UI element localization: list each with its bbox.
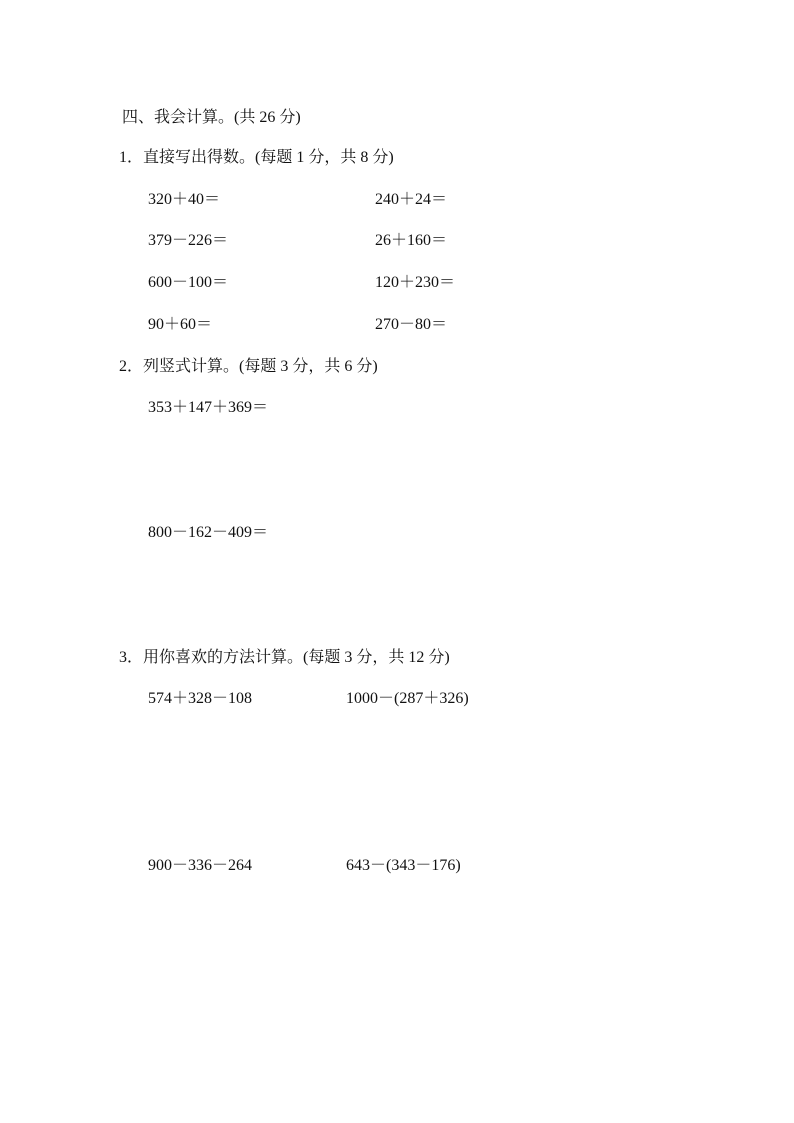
q1-item-4: 26＋160＝ — [375, 232, 448, 249]
q1-item-8: 270－80＝ — [375, 316, 448, 333]
q2-item-2: 800－162－409＝ — [148, 524, 269, 541]
q1-item-1: 320＋40＝ — [148, 191, 221, 208]
q1-item-2: 240＋24＝ — [375, 191, 448, 208]
q3-item-1: 574＋328－108 — [148, 690, 253, 707]
q1-item-3: 379－226＝ — [148, 232, 229, 249]
q1-item-6: 120＋230＝ — [375, 274, 456, 291]
question-2-title: 2．列竖式计算。(每题 3 分，共 6 分) — [119, 358, 378, 375]
question-3-title: 3．用你喜欢的方法计算。(每题 3 分，共 12 分) — [119, 649, 450, 666]
q3-item-4: 643－(343－176) — [346, 857, 461, 874]
q3-item-3: 900－336－264 — [148, 857, 253, 874]
q1-item-5: 600－100＝ — [148, 274, 229, 291]
q3-item-2: 1000－(287＋326) — [346, 690, 469, 707]
q1-item-7: 90＋60＝ — [148, 316, 213, 333]
q2-item-1: 353＋147＋369＝ — [148, 399, 269, 416]
question-1-title: 1．直接写出得数。(每题 1 分，共 8 分) — [119, 149, 394, 166]
section-heading: 四、我会计算。(共 26 分) — [122, 109, 301, 126]
